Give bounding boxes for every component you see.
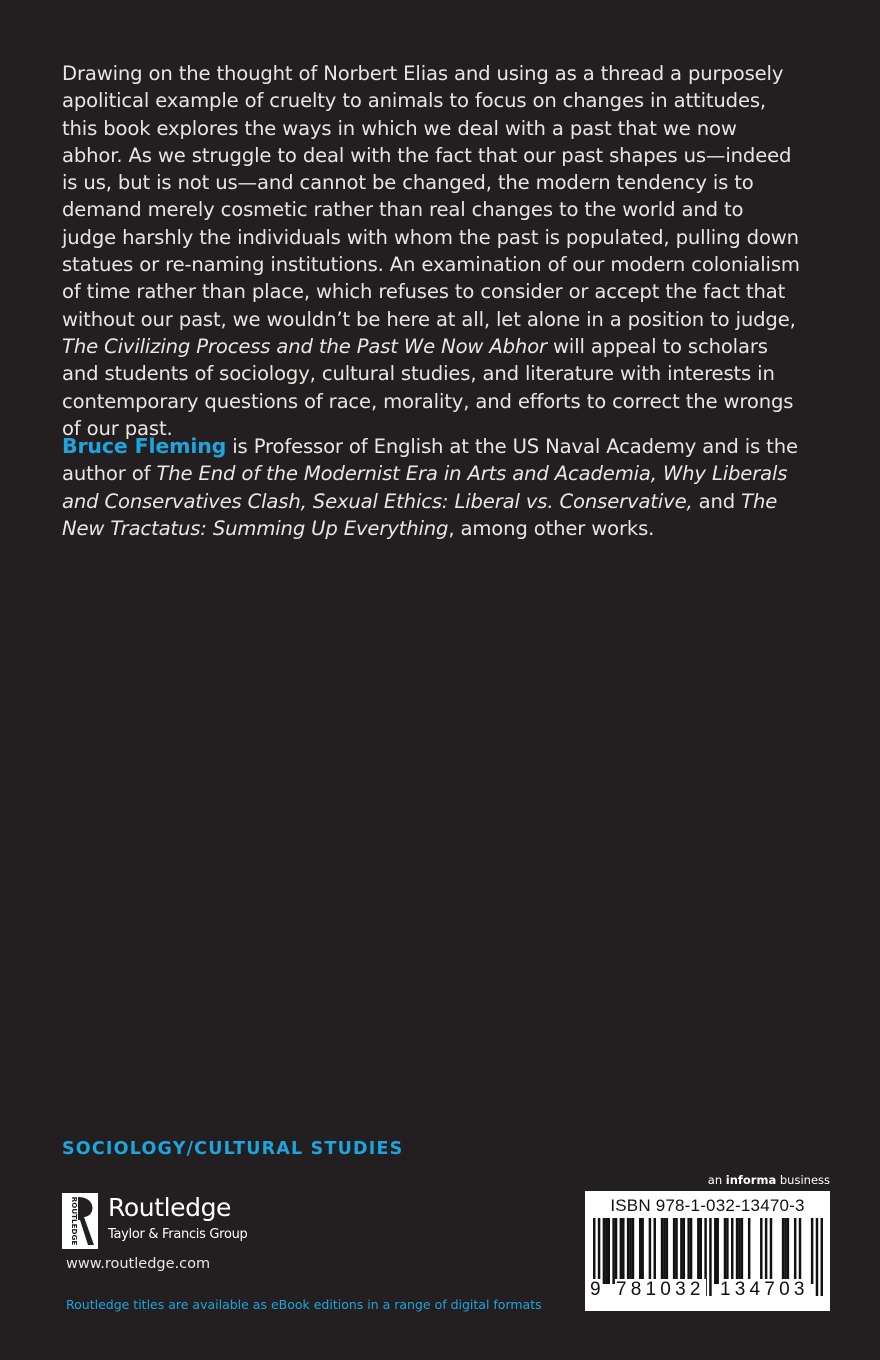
- informa-brand: informa: [725, 1173, 777, 1187]
- barcode-bar: [632, 1218, 634, 1284]
- barcode-bar: [784, 1218, 786, 1284]
- informa-tagline: [708, 1173, 830, 1187]
- barcode-bar: [687, 1218, 689, 1284]
- isbn-barcode: [585, 1191, 830, 1311]
- informa-post: business: [779, 1173, 830, 1187]
- barcode-bar: [748, 1218, 750, 1284]
- barcode-bar: [620, 1218, 622, 1284]
- bio-books-2: The New Tractatus: Summing Up Everything: [62, 489, 778, 540]
- barcode-bar: [683, 1218, 685, 1284]
- barcode-left-digits: 781032: [616, 1279, 705, 1300]
- author-bio: [62, 433, 802, 542]
- publisher-website: www.routledge.com: [66, 1256, 211, 1272]
- barcode-bar: [765, 1218, 767, 1284]
- barcode-bar: [782, 1218, 784, 1284]
- barcode-bar: [760, 1218, 762, 1284]
- barcode-bar: [741, 1218, 743, 1284]
- barcode-bar: [661, 1218, 663, 1284]
- barcode-bar: [731, 1218, 733, 1284]
- barcode-bar: [700, 1218, 702, 1284]
- barcode-bar: [605, 1218, 607, 1284]
- informa-pre: an: [707, 1173, 723, 1187]
- barcode-bar: [738, 1218, 740, 1284]
- barcode-bar: [787, 1218, 789, 1284]
- isbn-number: ISBN 978-1-032-13470-3: [610, 1196, 805, 1215]
- barcode-bar: [714, 1218, 716, 1284]
- description-part-2: will appeal to scholars and students of sociology, cultural studies, and literature with interests in contemporary questions of race, morality, and efforts to correct the wrongs of our past.: [62, 334, 794, 440]
- barcode-bar: [654, 1218, 656, 1284]
- barcode-bar: [675, 1218, 677, 1284]
- barcode-bar: [615, 1218, 617, 1284]
- publisher-group: Taylor & Francis Group: [108, 1227, 248, 1242]
- barcode-bar: [639, 1218, 641, 1284]
- publisher-name: Routledge: [108, 1193, 232, 1222]
- ebook-note: Routledge titles are available as eBook editions in a range of digital formats: [66, 1297, 542, 1312]
- barcode-bar: [666, 1218, 668, 1284]
- bio-text-1: is Professor of English at the US Naval Academy and is the author of: [62, 435, 798, 486]
- barcode-bar: [799, 1218, 801, 1284]
- barcode-bar: [673, 1218, 675, 1284]
- barcode-digits: [585, 1279, 830, 1303]
- bio-text-3: , among other works.: [448, 516, 655, 540]
- bio-text-2: and: [698, 489, 736, 513]
- barcode-right-digits: 134703: [720, 1279, 809, 1300]
- barcode-bar: [724, 1218, 726, 1284]
- bio-books-1: The End of the Modernist Era in Arts and Academia, Why Liberals and Conservatives Clash, Sexual Ethics: Liberal vs. Conservative,: [62, 462, 788, 513]
- barcode-bar: [622, 1218, 624, 1284]
- barcode-bar: [649, 1218, 651, 1284]
- description-part-1: Drawing on the thought of Norbert Elias and using as a thread a purposely apolitical example of cruelty to animals to focus on changes in attitudes, this book explores the ways in which we deal with a past that we now abhor. As we struggle to deal with the fact that our past shapes us—indeed is us, but is not us—and cannot be changed, the modern tendency is to demand merely cosmetic rather than real changes to the world and to judge harshly the individuals with whom the past is populated, pulling down statues or re-naming institutions. An examination of our modern colonialism of time rather than place, which refuses to consider or accept the fact that without our past, we wouldn’t be here at all, let alone in a position to judge,: [62, 62, 800, 331]
- barcode-bar: [690, 1218, 692, 1284]
- barcode-bar: [736, 1218, 738, 1284]
- barcode-bar: [716, 1218, 718, 1284]
- barcode-bar: [627, 1218, 629, 1284]
- barcode-bar: [629, 1218, 631, 1284]
- barcode-bar: [603, 1218, 605, 1284]
- barcode-bar: [612, 1218, 614, 1284]
- barcode-bar: [770, 1218, 772, 1284]
- book-description: [62, 60, 802, 442]
- barcode-bar: [726, 1218, 728, 1284]
- barcode-bar: [641, 1218, 643, 1284]
- barcode-lead-digit: 9: [590, 1279, 601, 1300]
- routledge-logo: [62, 1193, 292, 1253]
- routledge-logo-icon: [62, 1193, 98, 1249]
- barcode-bar: [811, 1218, 813, 1284]
- barcode-bar: [697, 1218, 699, 1284]
- barcode-bar: [680, 1218, 682, 1284]
- barcode-bar: [794, 1218, 796, 1284]
- barcode-bar: [608, 1218, 610, 1284]
- book-title: The Civilizing Process and the Past We Now Abhor: [62, 334, 547, 358]
- author-name: Bruce Fleming: [62, 434, 227, 458]
- subject-category: SOCIOLOGY/CULTURAL STUDIES: [62, 1139, 404, 1159]
- barcode-bar: [663, 1218, 665, 1284]
- logo-vertical-text: ROUTLEDGE: [70, 1196, 79, 1246]
